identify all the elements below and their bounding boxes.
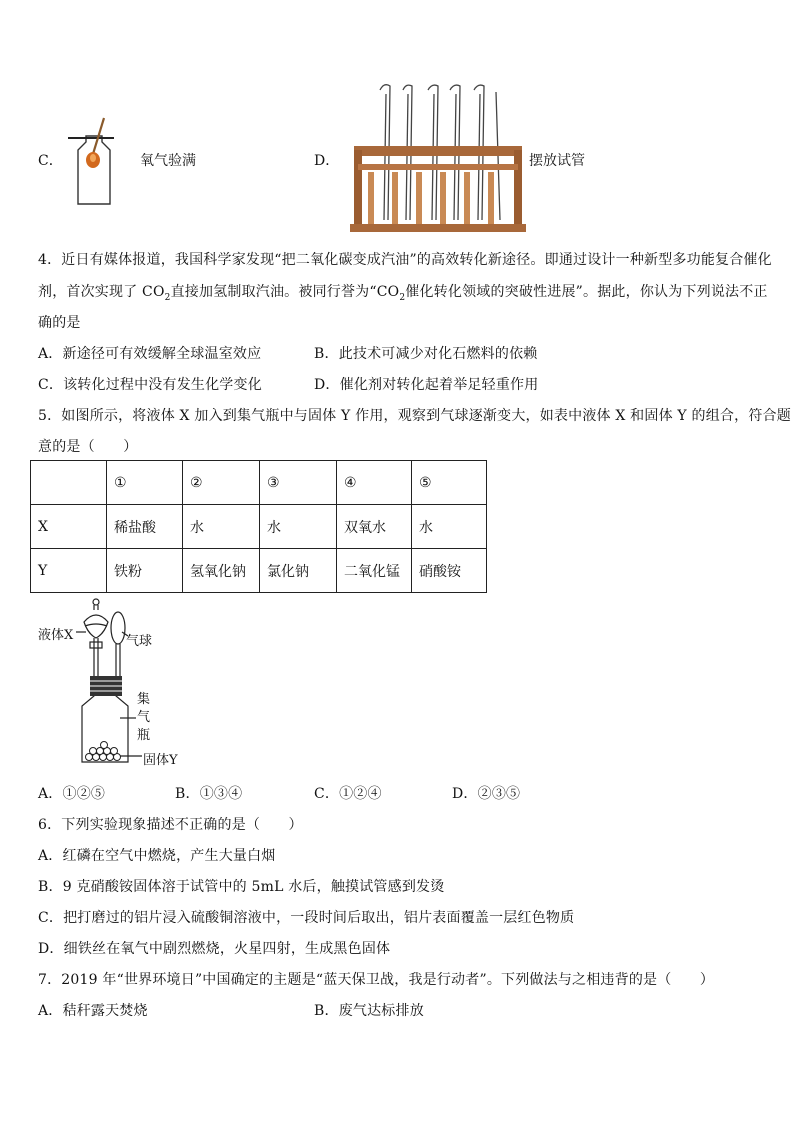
table-row bbox=[31, 505, 487, 549]
q3-option-d-text: 摆放试管 bbox=[529, 153, 585, 169]
q4-option-b: B．此技术可减少对化石燃料的依赖 bbox=[314, 346, 538, 362]
table-cell: ① bbox=[107, 461, 183, 505]
liquid-x-label: 液体X bbox=[38, 628, 74, 643]
table-cell: 铁粉 bbox=[107, 549, 183, 593]
balloon-label: 气球 bbox=[126, 634, 153, 649]
q3-option-d-label: D． bbox=[314, 153, 340, 169]
table-header-row bbox=[31, 461, 487, 505]
q5-stem-line-1: 5．如图所示，将液体 X 加入到集气瓶中与固体 Y 作用，观察到气球逐渐变大，如表中液体 X 和固体 Y 的组合，符合题 bbox=[38, 408, 791, 424]
q4-option-c: C．该转化过程中没有发生化学变化 bbox=[38, 377, 262, 393]
bottle-label-char: 气 bbox=[137, 710, 151, 725]
gas-bottle-apparatus-figure bbox=[76, 596, 146, 768]
table-cell: ⑤ bbox=[412, 461, 487, 505]
table-cell: ③ bbox=[260, 461, 337, 505]
table-row bbox=[31, 549, 487, 593]
table-cell: 稀盐酸 bbox=[107, 505, 183, 549]
bottle-label-char: 集 bbox=[137, 692, 151, 707]
q3-option-c-label: C． bbox=[38, 153, 63, 169]
table-cell: 水 bbox=[412, 505, 487, 549]
table-cell: 水 bbox=[260, 505, 337, 549]
table-cell: 硝酸铵 bbox=[412, 549, 487, 593]
q6-option-a: A．红磷在空气中燃烧，产生大量白烟 bbox=[38, 848, 276, 864]
q5-option-c: C．①②④ bbox=[314, 786, 382, 802]
solid-y-label: 固体Y bbox=[143, 753, 178, 768]
q4-stem-line-2-part-c: 催化转化领域的突破性进展”。据此，你认为下列说法不正 bbox=[405, 284, 768, 300]
q4-stem-line-2 bbox=[38, 281, 768, 303]
table-cell: X bbox=[31, 505, 107, 549]
q6-option-c: C．把打磨过的铝片浸入硫酸铜溶液中，一段时间后取出，铝片表面覆盖一层红色物质 bbox=[38, 910, 575, 926]
q4-option-a: A．新途径可有效缓解全球温室效应 bbox=[38, 346, 262, 362]
q3-option-c-text: 氧气验满 bbox=[140, 153, 196, 169]
q7-option-a: A．秸秆露天焚烧 bbox=[38, 1003, 148, 1019]
table-cell: 二氧化锰 bbox=[337, 549, 412, 593]
q5-stem-line-2: 意的是（ ） bbox=[38, 439, 138, 455]
q7-option-b: B．废气达标排放 bbox=[314, 1003, 424, 1019]
q4-stem-line-3: 确的是 bbox=[38, 315, 81, 331]
bottle-label-char: 瓶 bbox=[137, 728, 151, 743]
test-tube-rack-figure bbox=[348, 80, 526, 234]
q4-stem-line-2-part-a: 剂，首次实现了 CO bbox=[38, 284, 165, 300]
table-cell: 水 bbox=[183, 505, 260, 549]
table-cell: ④ bbox=[337, 461, 412, 505]
table-cell: 氢氧化钠 bbox=[183, 549, 260, 593]
q5-table bbox=[30, 460, 487, 593]
q7-stem: 7．2019 年“世界环境日”中国确定的主题是“蓝天保卫战，我是行动者”。下列做法与之相违背的是（ ） bbox=[38, 972, 715, 988]
co2-subscript: 2 bbox=[164, 292, 171, 303]
q6-stem: 6．下列实验现象描述不正确的是（ ） bbox=[38, 817, 303, 833]
q5-option-d: D．②③⑤ bbox=[452, 786, 521, 802]
q5-option-a: A．①②⑤ bbox=[38, 786, 106, 802]
table-cell bbox=[31, 461, 107, 505]
table-cell: 氯化钠 bbox=[260, 549, 337, 593]
q4-stem-line-1: 4．近日有媒体报道，我国科学家发现“把二氧化碳变成汽油”的高效转化新途径。即通过设计一种新型多功能复合催化 bbox=[38, 252, 772, 268]
q4-stem-line-2-part-b: 直接加氢制取汽油。被同行誉为“CO bbox=[170, 284, 400, 300]
q6-option-d: D．细铁丝在氧气中剧烈燃烧，火星四射，生成黑色固体 bbox=[38, 941, 391, 957]
q6-option-b: B．9 克硝酸铵固体溶于试管中的 5mL 水后，触摸试管感到发烫 bbox=[38, 879, 445, 895]
oxygen-test-bottle-figure bbox=[66, 114, 116, 210]
co2-subscript: 2 bbox=[399, 292, 406, 303]
q5-option-b: B．①③④ bbox=[175, 786, 243, 802]
table-cell: ② bbox=[183, 461, 260, 505]
table-cell: Y bbox=[31, 549, 107, 593]
q4-option-d: D．催化剂对转化起着举足轻重作用 bbox=[314, 377, 539, 393]
table-cell: 双氧水 bbox=[337, 505, 412, 549]
